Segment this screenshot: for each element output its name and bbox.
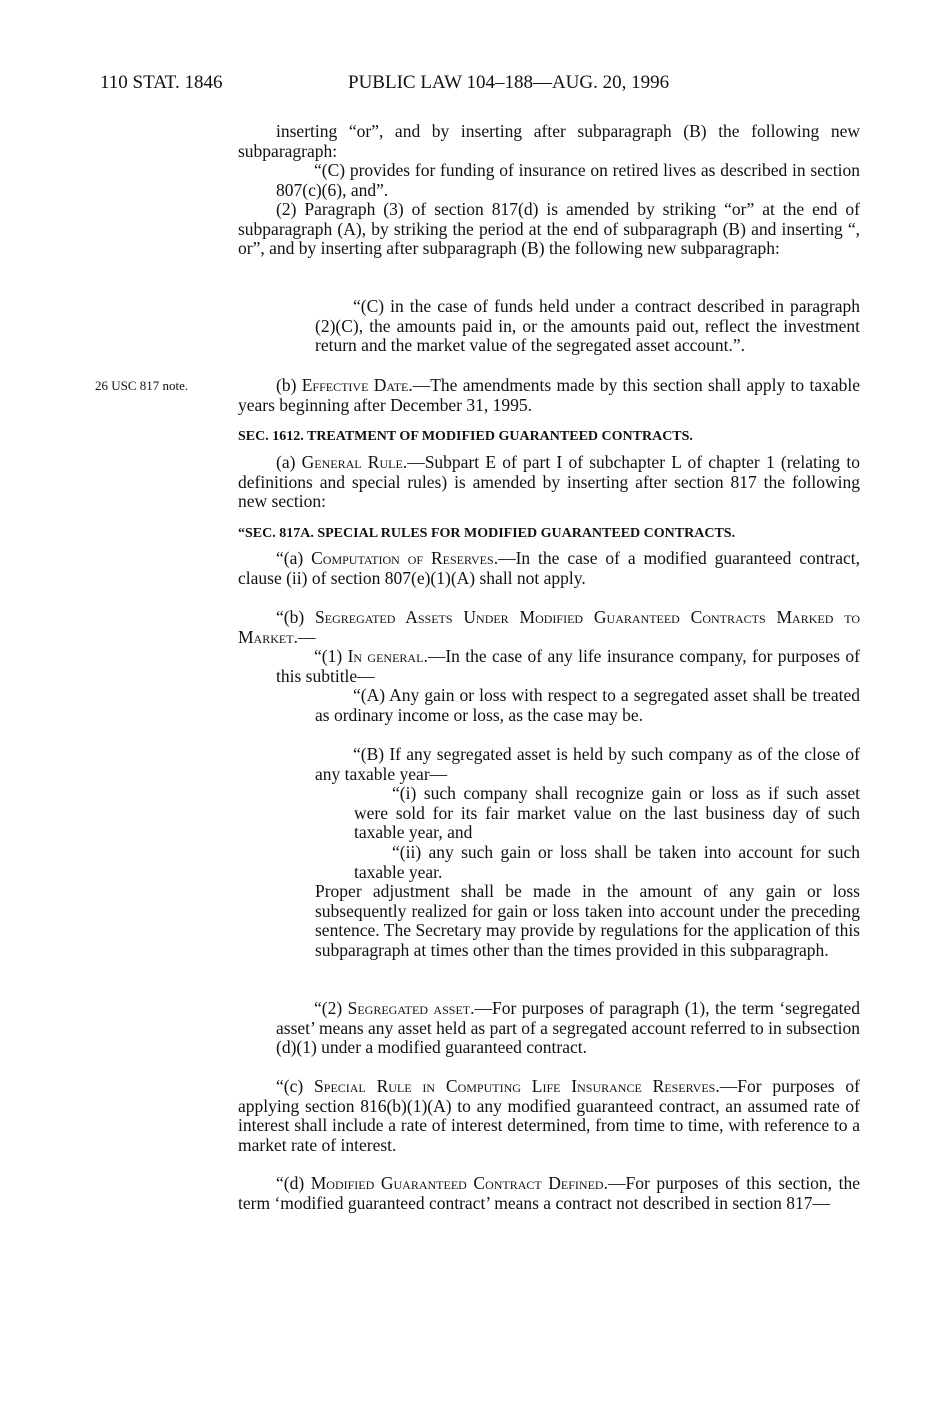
paragraph-proper-adjustment: Proper adjustment shall be made in the amount of any gain or loss subsequently realized for gain or loss taken into account under the preceding sentence. The Secretary may provide by regulations for the application of this subparagraph at times other than the times provided in this subparagraph. xyxy=(315,881,860,960)
text: .—For purposes of paragraph (1), the term ‘segregated asset’ means any asset held as part of a segregated account referred to in subsection (d)(1) under a modified guaranteed contract. xyxy=(276,998,860,1057)
paragraph-quoted-subparagraph-c: “(C) in the case of funds held under a contract described in paragraph (2)(C), the amounts paid in, or the amounts paid out, reflect the investment return and the market value of the segregated asset account.”. xyxy=(315,296,860,355)
paragraph-in-general xyxy=(276,647,860,686)
prefix: (a) xyxy=(276,452,302,472)
paragraph-subparagraph-b: “(B) If any segregated asset is held by such company as of the close of any taxable year— xyxy=(315,744,860,784)
page-header xyxy=(100,72,860,102)
prefix: “(a) xyxy=(276,548,312,568)
text: .—For purposes of applying section 816(b)(1)(A) to any modified guaranteed contract, an assumed rate of interest shall include a rate of interest determined, from time to time, with reference to a market rate of interest. xyxy=(238,1076,860,1155)
subparagraph-c-text: “(C) provides for funding of insurance on retired lives as described in section 807(c)(6), and”. xyxy=(276,160,860,200)
statute-citation: 110 STAT. 1846 xyxy=(100,72,223,93)
heading: In general xyxy=(347,646,424,666)
text: .—The amendments made by this section shall apply to taxable years beginning after December 31, 1995. xyxy=(238,375,860,415)
heading: Computation of Reserves xyxy=(311,548,494,568)
paragraph-segregated-assets xyxy=(238,608,860,647)
section-817a-heading: “SEC. 817A. SPECIAL RULES FOR MODIFIED GUARANTEED CONTRACTS. xyxy=(238,526,736,541)
heading: Special Rule in Computing Life Insurance Reserves xyxy=(314,1076,716,1096)
prefix: (b) xyxy=(276,375,302,395)
text: .—Subpart E of part I of subchapter L of chapter 1 (relating to definitions and special rules) is amended by inserting after section 817 the following new section: xyxy=(238,452,860,511)
margin-note: 26 USC 817 note. xyxy=(95,378,189,393)
text: .— xyxy=(293,626,316,647)
heading: Segregated Assets Under Modified Guaranteed Contracts Marked to Market xyxy=(238,607,860,647)
paragraph-2-amendment: (2) Paragraph (3) of section 817(d) is amended by striking “or” at the end of subparagraph (A), by striking the period at the end of subparagraph (B) and inserting “, or”, and by inserting after subparagraph (B) the following new subparagraph: xyxy=(238,199,860,258)
paragraph-effective-date xyxy=(238,376,860,415)
paragraph-clause-ii: “(ii) any such gain or loss shall be taken into account for such taxable year. xyxy=(354,842,860,882)
prefix: “(b) xyxy=(276,607,315,627)
text: .—In the case of a modified guaranteed contract, clause (ii) of section 807(e)(1)(A) shall not apply. xyxy=(238,548,860,588)
paragraph-subparagraph-a: “(A) Any gain or loss with respect to a segregated asset shall be treated as ordinary income or loss, as the case may be. xyxy=(315,685,860,725)
paragraph-computation-of-reserves xyxy=(238,549,860,588)
heading: General Rule xyxy=(301,452,403,472)
heading: Modified Guaranteed Contract Defined xyxy=(310,1173,604,1193)
paragraph-continuation: inserting “or”, and by inserting after subparagraph (B) the following new subparagraph: xyxy=(238,121,860,161)
section-1612-heading: SEC. 1612. TREATMENT OF MODIFIED GUARANTEED CONTRACTS. xyxy=(238,429,693,444)
prefix: “(2) xyxy=(314,998,348,1018)
prefix: “(c) xyxy=(276,1076,315,1096)
text: .—For purposes of this section, the term ‘modified guaranteed contract’ means a contract not described in section 817— xyxy=(238,1173,860,1213)
paragraph-general-rule xyxy=(238,453,860,512)
public-law-title: PUBLIC LAW 104–188—AUG. 20, 1996 xyxy=(348,72,670,93)
prefix: “(1) xyxy=(314,646,348,666)
paragraph-subparagraph-c-retired-lives xyxy=(276,161,860,200)
heading: Segregated asset xyxy=(347,998,471,1018)
heading: Effective Date xyxy=(301,375,409,395)
paragraph-segregated-asset-definition xyxy=(276,999,860,1058)
paragraph-special-rule-reserves xyxy=(238,1077,860,1155)
prefix: “(d) xyxy=(276,1173,311,1193)
paragraph-modified-guaranteed-contract-defined xyxy=(238,1174,860,1213)
text: .—In the case of any life insurance company, for purposes of this subtitle— xyxy=(276,646,860,686)
paragraph-clause-i: “(i) such company shall recognize gain or loss as if such asset were sold for its fair market value on the last business day of such taxable year, and xyxy=(354,783,860,842)
